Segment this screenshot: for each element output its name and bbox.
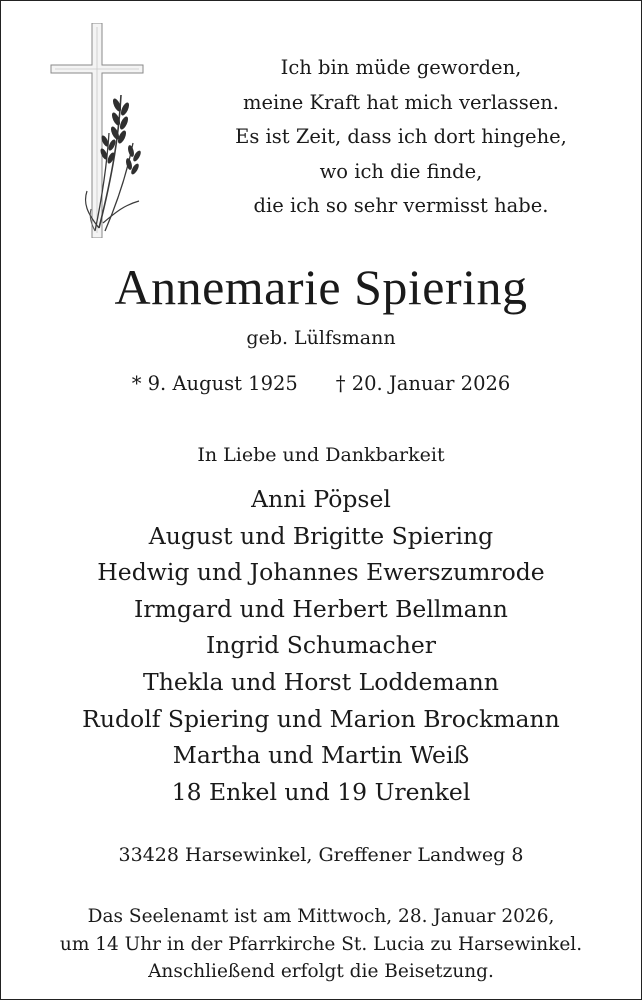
birth-date: * 9. August 1925 xyxy=(131,372,298,395)
service-line: um 14 Uhr in der Pfarrkirche St. Lucia zu Harsewinkel. xyxy=(59,933,583,955)
service-line: Anschließend erfolgt die Beisetzung. xyxy=(148,961,494,982)
mourner: August und Brigitte Spiering xyxy=(148,521,494,550)
death-date: † 20. Januar 2026 xyxy=(335,372,511,395)
poem-line: Es ist Zeit, dass ich dort hingehe, xyxy=(235,125,567,148)
mourner: Hedwig und Johannes Ewerszumrode xyxy=(97,558,545,587)
service-line: Das Seelenamt ist am Mittwoch, 28. Januar 2026, xyxy=(87,906,555,927)
poem-line: Ich bin müde geworden, xyxy=(280,56,522,79)
mourner: Anni Pöpsel xyxy=(251,485,391,513)
maiden-name: geb. Lülfsmann xyxy=(246,327,396,349)
mourner: Ingrid Schumacher xyxy=(206,631,436,660)
mourner: Rudolf Spiering und Marion Brockmann xyxy=(82,704,560,733)
poem-line: wo ich die finde, xyxy=(319,159,483,183)
mourner: Irmgard und Herbert Bellmann xyxy=(134,594,508,623)
poem-line: meine Kraft hat mich verlassen. xyxy=(242,90,559,114)
mourner: 18 Enkel und 19 Urenkel xyxy=(171,777,471,806)
mourner: Martha und Martin Weiß xyxy=(172,741,470,770)
mourners-list xyxy=(1,481,641,810)
family-address: 33428 Harsewinkel, Greffener Landweg 8 xyxy=(118,844,524,866)
poem xyxy=(181,51,621,224)
cross-with-wheat-icon xyxy=(47,23,157,238)
mourner: Thekla und Horst Loddemann xyxy=(143,667,499,696)
service-info xyxy=(1,903,641,986)
poem-line: die ich so sehr vermisst habe. xyxy=(253,194,549,217)
life-dates xyxy=(1,368,641,400)
dedication: In Liebe und Dankbarkeit xyxy=(197,444,445,466)
deceased-name: Annemarie Spiering xyxy=(114,259,528,315)
